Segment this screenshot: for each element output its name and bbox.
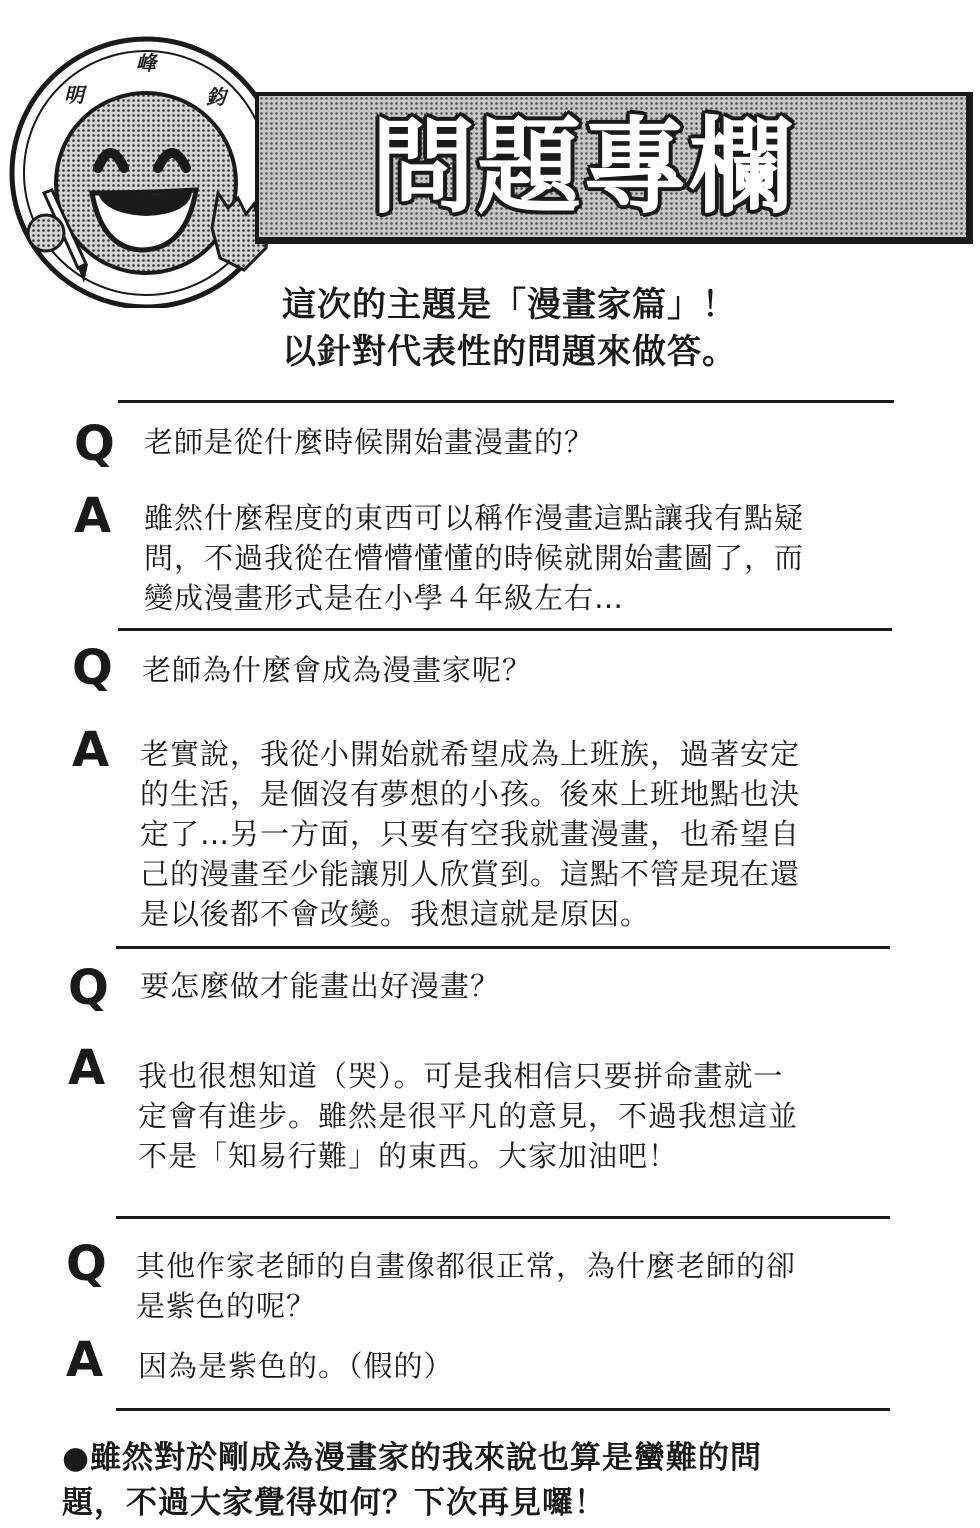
question-line: 其他作家老師的自畫像都很正常，為什麼老師的卻 (136, 1249, 797, 1283)
intro-line-1: 這次的主題是「漫畫家篇」！ (282, 285, 737, 325)
answer-line: 是以後都不會改變。我想這就是原因。 (140, 897, 651, 931)
question-line: 是紫色的呢？ (136, 1289, 317, 1323)
answer-line: 我也很想知道（哭）。可是我相信只要拼命畫就一 (138, 1059, 784, 1093)
page-title: 問題專欄 (371, 106, 796, 228)
a-mark: A (74, 488, 112, 544)
answer-line: 老實說，我從小開始就希望成為上班族，過著安定 (140, 737, 801, 771)
closing-note (62, 1436, 932, 1526)
answer-line: 定會有進步。雖然是很平凡的意見，不過我想這並 (138, 1099, 799, 1133)
answer-line: 定了…另一方面，只要有空我就畫漫畫，也希望自 (140, 817, 801, 851)
a-mark: A (72, 722, 110, 778)
question-1: 老師是從什麼時候開始畫漫畫的？ (144, 425, 595, 459)
a-mark: A (68, 1040, 106, 1096)
answer-line: 己的漫畫至少能讓別人欣賞到。這點不管是現在還 (140, 857, 801, 891)
answer-1 (144, 498, 804, 618)
answer-3 (138, 1056, 798, 1176)
a-mark: A (66, 1332, 104, 1388)
seal-text-top: 峰 (136, 51, 156, 75)
divider-rule (116, 946, 890, 949)
title-banner (255, 92, 973, 244)
seal-text-right: 鈞 (206, 85, 226, 109)
q-mark: Q (66, 1236, 107, 1292)
divider-rule (116, 1216, 890, 1219)
answer-2 (140, 734, 800, 934)
q-mark: Q (68, 960, 109, 1016)
divider-rule (116, 1408, 890, 1411)
answer-line: 不是「知易行難」的東西。大家加油吧！ (138, 1139, 679, 1173)
intro-text (282, 282, 737, 376)
answer-line: 因為是紫色的。（假的） (138, 1349, 454, 1383)
divider-rule (118, 400, 894, 403)
closing-line-1: ●雖然對於剛成為漫畫家的我來說也算是蠻難的問 (62, 1440, 763, 1476)
answer-line: 雖然什麼程度的東西可以稱作漫畫這點讓我有點疑 (144, 501, 805, 535)
smiley-logo-seal (6, 18, 296, 308)
question-2: 老師為什麼會成為漫畫家呢？ (142, 653, 533, 687)
closing-line-2: 題，不過大家覺得如何？下次再見囉！ (62, 1485, 606, 1521)
answer-line: 問，不過我從在懵懵懂懂的時候就開始畫圖了，而 (144, 541, 805, 575)
q-mark: Q (74, 416, 115, 472)
question-4 (136, 1246, 796, 1326)
question-3: 要怎麼做才能畫出好漫畫？ (140, 969, 501, 1003)
q-mark: Q (72, 640, 113, 696)
divider-rule (118, 628, 892, 631)
answer-line: 的生活，是個沒有夢想的小孩。後來上班地點也決 (140, 777, 801, 811)
seal-text-left: 明 (64, 83, 84, 107)
answer-line: 變成漫畫形式是在小學４年級左右… (144, 581, 625, 615)
answer-4 (138, 1346, 454, 1386)
intro-line-2: 以針對代表性的問題來做答。 (282, 332, 737, 372)
